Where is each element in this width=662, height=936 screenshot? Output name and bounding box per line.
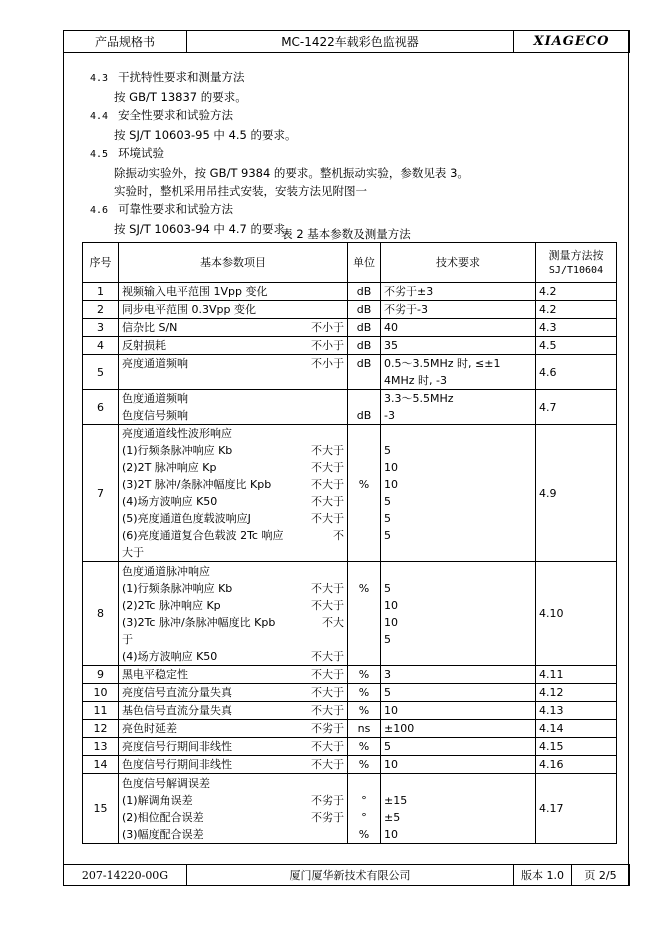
param-text: 亮度通道线性波形响应 xyxy=(122,427,232,440)
param-text: (3)幅度配合误差 xyxy=(122,827,204,841)
param-line xyxy=(122,544,344,561)
unit-cell xyxy=(348,319,381,337)
section-text-line: 可靠性要求和试验方法 xyxy=(118,202,234,216)
param-text: (3)2Tc 脉冲/条脉冲幅度比 Kpb xyxy=(122,615,276,629)
param-line xyxy=(122,614,344,631)
param-text: 于 xyxy=(122,632,133,646)
param-cell xyxy=(119,390,348,425)
param-limit: 不大于 xyxy=(311,495,344,508)
table-row xyxy=(83,774,617,844)
param-cell xyxy=(119,720,348,738)
requirement-value: 5 xyxy=(384,529,391,542)
section-number: 4.4 xyxy=(90,111,109,122)
param-text: 反射损耗 xyxy=(122,339,166,352)
param-text: 色度信号行期间非线性 xyxy=(122,758,232,771)
row-number: 15 xyxy=(83,774,119,844)
unit-value xyxy=(351,510,377,527)
unit-value: % xyxy=(358,827,370,841)
col-header-unit: 单位 xyxy=(348,243,381,283)
section-line xyxy=(90,182,610,200)
requirement-cell xyxy=(381,738,536,756)
unit-value xyxy=(351,390,377,407)
row-number: 8 xyxy=(83,562,119,666)
requirement-value xyxy=(384,648,532,665)
company-logo: XIAGECO xyxy=(514,31,630,53)
unit-value xyxy=(351,372,377,389)
requirement-value: 5 xyxy=(384,581,391,595)
param-line xyxy=(122,301,344,318)
requirement-value: ±100 xyxy=(384,722,415,735)
param-text: 色度通道脉冲响应 xyxy=(122,564,210,578)
param-line xyxy=(122,775,344,792)
param-cell xyxy=(119,425,348,562)
requirement-cell xyxy=(381,666,536,684)
requirement-value: 5 xyxy=(384,686,391,699)
param-limit: 不大于 xyxy=(311,704,344,717)
unit-cell xyxy=(348,337,381,355)
unit-value: % xyxy=(358,668,370,681)
requirement-cell xyxy=(381,702,536,720)
unit-value xyxy=(351,459,377,476)
method-cell: 4.6 xyxy=(536,355,617,390)
unit-value: dB xyxy=(356,285,372,298)
param-text: (2)2Tc 脉冲响应 Kp xyxy=(122,598,221,612)
param-line xyxy=(122,425,344,442)
param-text: 亮度信号直流分量失真 xyxy=(122,686,232,699)
method-cell: 4.9 xyxy=(536,425,617,562)
param-text: (2)2T 脉冲响应 Kp xyxy=(122,461,217,474)
requirement-value xyxy=(384,563,532,580)
param-line xyxy=(122,702,344,719)
param-cell xyxy=(119,337,348,355)
requirement-value xyxy=(384,775,532,792)
table-row xyxy=(83,738,617,756)
table-row xyxy=(83,756,617,774)
unit-value xyxy=(351,648,377,665)
requirement-value: -3 xyxy=(384,409,395,422)
parameter-table xyxy=(82,242,617,844)
param-line xyxy=(122,720,344,737)
unit-value: dB xyxy=(356,303,372,316)
unit-value xyxy=(351,493,377,510)
param-cell xyxy=(119,562,348,666)
requirement-value: 10 xyxy=(384,615,398,629)
param-line xyxy=(122,459,344,476)
unit-value xyxy=(351,425,377,442)
requirement-cell xyxy=(381,283,536,301)
section-text-line: 实验时，整机采用吊挂式安装，安装方法见附图一 xyxy=(114,184,367,198)
requirement-value: 10 xyxy=(384,827,398,841)
method-cell: 4.10 xyxy=(536,562,617,666)
section-text-line: 除振动实验外，按 GB/T 9384 的要求。整机振动实验，参数见表 3。 xyxy=(114,166,469,180)
method-cell: 4.17 xyxy=(536,774,617,844)
param-text: 亮度信号行期间非线性 xyxy=(122,740,232,753)
section-number: 4.6 xyxy=(90,205,109,216)
doc-type: 产品规格书 xyxy=(64,31,187,53)
param-line xyxy=(122,756,344,773)
unit-value xyxy=(351,775,377,792)
unit-cell xyxy=(348,355,381,390)
section-line xyxy=(90,144,610,164)
row-number: 11 xyxy=(83,702,119,720)
requirement-value: 0.5～3.5MHz 时, ≤±1 xyxy=(384,357,501,370)
unit-cell xyxy=(348,390,381,425)
page-footer xyxy=(63,864,630,886)
requirement-value: ±15 xyxy=(384,793,408,807)
requirement-value: 10 xyxy=(384,758,398,771)
col-header-method xyxy=(536,243,617,283)
section-text-line: 按 SJ/T 10603-95 中 4.5 的要求。 xyxy=(114,128,297,142)
param-limit: 不大于 xyxy=(311,740,344,753)
col-header-no: 序号 xyxy=(83,243,119,283)
row-number: 7 xyxy=(83,425,119,562)
requirement-value: 不劣于-3 xyxy=(384,303,428,316)
param-line xyxy=(122,684,344,701)
requirement-cell xyxy=(381,337,536,355)
unit-value: % xyxy=(358,740,370,753)
param-line xyxy=(122,390,344,407)
requirement-value: 3 xyxy=(384,668,391,681)
param-limit: 不大于 xyxy=(311,478,344,491)
requirement-value: 3.3～5.5MHz xyxy=(384,392,454,405)
requirement-value: 5 xyxy=(384,512,391,525)
unit-value xyxy=(351,544,377,561)
section-text-line: 安全性要求和试验方法 xyxy=(118,108,234,122)
requirement-value: 10 xyxy=(384,478,398,491)
param-line xyxy=(122,372,344,389)
col-header-method-line2: SJ/T10604 xyxy=(548,264,604,276)
param-limit: 不大于 xyxy=(311,461,344,474)
requirement-value: 5 xyxy=(384,632,391,646)
table-row xyxy=(83,684,617,702)
param-text: 亮度通道频响 xyxy=(122,357,188,370)
param-line xyxy=(122,493,344,510)
param-cell xyxy=(119,319,348,337)
param-cell xyxy=(119,283,348,301)
requirement-cell xyxy=(381,301,536,319)
requirement-cell xyxy=(381,562,536,666)
param-limit: 不小于 xyxy=(311,321,344,334)
param-line xyxy=(122,476,344,493)
unit-value: % xyxy=(358,686,370,699)
requirement-value: 4MHz 时, -3 xyxy=(384,374,447,387)
param-line xyxy=(122,407,344,424)
param-line xyxy=(122,826,344,843)
table-row xyxy=(83,562,617,666)
param-limit: 不大于 xyxy=(311,581,344,595)
requirement-value: 40 xyxy=(384,321,398,334)
table-row xyxy=(83,301,617,319)
unit-cell xyxy=(348,720,381,738)
unit-value xyxy=(351,631,377,648)
table-row xyxy=(83,355,617,390)
requirement-cell xyxy=(381,684,536,702)
table-row xyxy=(83,666,617,684)
section-line xyxy=(90,164,610,182)
param-cell xyxy=(119,666,348,684)
param-text: (3)2T 脉冲/条脉冲幅度比 Kpb xyxy=(122,478,272,491)
row-number: 12 xyxy=(83,720,119,738)
param-limit: 不劣于 xyxy=(311,793,344,807)
unit-cell xyxy=(348,562,381,666)
param-line xyxy=(122,666,344,683)
param-limit: 不大于 xyxy=(311,668,344,681)
section-text-line: 按 GB/T 13837 的要求。 xyxy=(114,90,247,104)
param-text: (6)亮度通道复合色载波 2Tc 响应 xyxy=(122,529,284,542)
param-line xyxy=(122,510,344,527)
unit-value: dB xyxy=(356,409,372,422)
param-line xyxy=(122,355,344,372)
param-text: (5)亮度通道色度载波响应J xyxy=(122,512,251,525)
param-text: 亮色时延差 xyxy=(122,722,177,735)
param-text: 视频输入电平范围 1Vpp 变化 xyxy=(122,285,268,298)
product-title: MC-1422车载彩色监视器 xyxy=(187,31,514,53)
section-line xyxy=(90,126,610,144)
param-text: (1)解调角误差 xyxy=(122,793,193,807)
requirement-value: 不劣于±3 xyxy=(384,285,434,298)
table-row xyxy=(83,283,617,301)
unit-cell xyxy=(348,301,381,319)
param-cell xyxy=(119,301,348,319)
row-number: 14 xyxy=(83,756,119,774)
param-limit: 不大于 xyxy=(311,444,344,457)
table-row xyxy=(83,390,617,425)
requirement-cell xyxy=(381,756,536,774)
unit-value: ° xyxy=(361,810,367,824)
param-text: 大于 xyxy=(122,546,144,559)
param-line xyxy=(122,648,344,665)
method-cell: 4.2 xyxy=(536,283,617,301)
section-text-line: 按 SJ/T 10603-94 中 4.7 的要求。 xyxy=(114,222,297,236)
param-limit: 不劣于 xyxy=(311,722,344,735)
requirement-cell xyxy=(381,319,536,337)
method-cell: 4.5 xyxy=(536,337,617,355)
param-limit: 不大于 xyxy=(311,649,344,663)
unit-value xyxy=(351,527,377,544)
version-label: 版本 1.0 xyxy=(514,865,572,886)
requirement-value xyxy=(384,544,532,561)
row-number: 13 xyxy=(83,738,119,756)
unit-value: % xyxy=(358,478,370,491)
method-cell: 4.2 xyxy=(536,301,617,319)
unit-cell xyxy=(348,756,381,774)
param-text: 信杂比 S/N xyxy=(122,321,178,334)
row-number: 9 xyxy=(83,666,119,684)
requirement-cell xyxy=(381,355,536,390)
requirement-cell xyxy=(381,390,536,425)
unit-cell xyxy=(348,283,381,301)
unit-value: ns xyxy=(357,722,371,735)
param-line xyxy=(122,563,344,580)
param-cell xyxy=(119,738,348,756)
requirement-value: 35 xyxy=(384,339,398,352)
section-text xyxy=(90,68,610,238)
param-limit: 不大于 xyxy=(311,598,344,612)
table-row xyxy=(83,319,617,337)
unit-value xyxy=(351,563,377,580)
param-line xyxy=(122,738,344,755)
row-number: 3 xyxy=(83,319,119,337)
param-text: 色度通道频响 xyxy=(122,392,188,405)
requirement-value: ±5 xyxy=(384,810,401,824)
param-limit: 不劣于 xyxy=(311,810,344,824)
param-text: 色度信号解调误差 xyxy=(122,776,210,790)
param-limit: 不大 xyxy=(322,615,344,629)
param-line xyxy=(122,442,344,459)
table-row xyxy=(83,425,617,562)
param-text: 基色信号直流分量失真 xyxy=(122,704,232,717)
param-limit: 不 xyxy=(333,529,344,542)
param-cell xyxy=(119,774,348,844)
requirement-value: 5 xyxy=(384,444,391,457)
table-row xyxy=(83,702,617,720)
row-number: 10 xyxy=(83,684,119,702)
param-text: (1)行频条脉冲响应 Kb xyxy=(122,444,233,457)
row-number: 4 xyxy=(83,337,119,355)
method-cell: 4.13 xyxy=(536,702,617,720)
section-line xyxy=(90,88,610,106)
section-number: 4.3 xyxy=(90,73,109,84)
requirement-value: 5 xyxy=(384,495,391,508)
unit-cell xyxy=(348,684,381,702)
param-text: 同步电平范围 0.3Vpp 变化 xyxy=(122,303,256,316)
unit-value: % xyxy=(358,758,370,771)
company-name: 厦门厦华新技术有限公司 xyxy=(187,865,514,886)
col-header-req: 技术要求 xyxy=(381,243,536,283)
method-cell: 4.3 xyxy=(536,319,617,337)
unit-value: % xyxy=(358,704,370,717)
param-text: (4)场方波响应 K50 xyxy=(122,649,218,663)
method-cell: 4.15 xyxy=(536,738,617,756)
table-row xyxy=(83,720,617,738)
method-cell: 4.7 xyxy=(536,390,617,425)
doc-code: 207-14220-00G xyxy=(64,865,187,886)
param-line xyxy=(122,319,344,336)
unit-value xyxy=(351,614,377,631)
method-cell: 4.14 xyxy=(536,720,617,738)
row-number: 1 xyxy=(83,283,119,301)
section-text-line: 环境试验 xyxy=(118,146,165,160)
requirement-value xyxy=(384,425,532,442)
param-line xyxy=(122,283,344,300)
param-text: 色度信号频响 xyxy=(122,409,188,422)
param-cell xyxy=(119,756,348,774)
row-number: 5 xyxy=(83,355,119,390)
param-limit: 不小于 xyxy=(311,357,344,370)
col-header-param: 基本参数项目 xyxy=(119,243,348,283)
param-text: (4)场方波响应 K50 xyxy=(122,495,218,508)
page-number: 页 2/5 xyxy=(572,865,630,886)
method-cell: 4.12 xyxy=(536,684,617,702)
unit-value: % xyxy=(358,581,370,595)
row-number: 6 xyxy=(83,390,119,425)
unit-value: dB xyxy=(356,321,372,334)
param-text: (1)行频条脉冲响应 Kb xyxy=(122,581,233,595)
param-line xyxy=(122,580,344,597)
param-limit: 不大于 xyxy=(311,512,344,525)
unit-value: dB xyxy=(356,339,372,352)
requirement-cell xyxy=(381,720,536,738)
table-row xyxy=(83,337,617,355)
method-cell: 4.16 xyxy=(536,756,617,774)
unit-cell xyxy=(348,702,381,720)
param-line xyxy=(122,792,344,809)
param-limit: 不大于 xyxy=(311,758,344,771)
param-line xyxy=(122,631,344,648)
section-number: 4.5 xyxy=(90,149,109,160)
page-header xyxy=(63,30,630,53)
param-line xyxy=(122,337,344,354)
requirement-cell xyxy=(381,425,536,562)
unit-cell xyxy=(348,738,381,756)
unit-cell xyxy=(348,425,381,562)
param-cell xyxy=(119,684,348,702)
unit-value xyxy=(351,442,377,459)
unit-cell xyxy=(348,774,381,844)
param-line xyxy=(122,527,344,544)
unit-value: ° xyxy=(361,793,367,807)
requirement-value: 10 xyxy=(384,704,398,717)
unit-value: dB xyxy=(356,357,372,370)
section-line xyxy=(90,106,610,126)
param-limit: 不大于 xyxy=(311,686,344,699)
section-line xyxy=(90,200,610,220)
param-cell xyxy=(119,355,348,390)
param-text: 黑电平稳定性 xyxy=(122,668,188,681)
row-number: 2 xyxy=(83,301,119,319)
unit-cell xyxy=(348,666,381,684)
param-line xyxy=(122,809,344,826)
param-cell xyxy=(119,702,348,720)
table-caption: 表 2 基本参数及测量方法 xyxy=(281,227,411,241)
method-cell: 4.11 xyxy=(536,666,617,684)
param-line xyxy=(122,597,344,614)
unit-value xyxy=(351,597,377,614)
section-line xyxy=(90,68,610,88)
requirement-value: 10 xyxy=(384,598,398,612)
param-limit: 不小于 xyxy=(311,339,344,352)
col-header-method-line1: 测量方法按 xyxy=(548,248,604,262)
section-text-line: 干扰特性要求和测量方法 xyxy=(118,70,245,84)
requirement-value: 10 xyxy=(384,461,398,474)
requirement-value: 5 xyxy=(384,740,391,753)
param-text: (2)相位配合误差 xyxy=(122,810,204,824)
requirement-cell xyxy=(381,774,536,844)
